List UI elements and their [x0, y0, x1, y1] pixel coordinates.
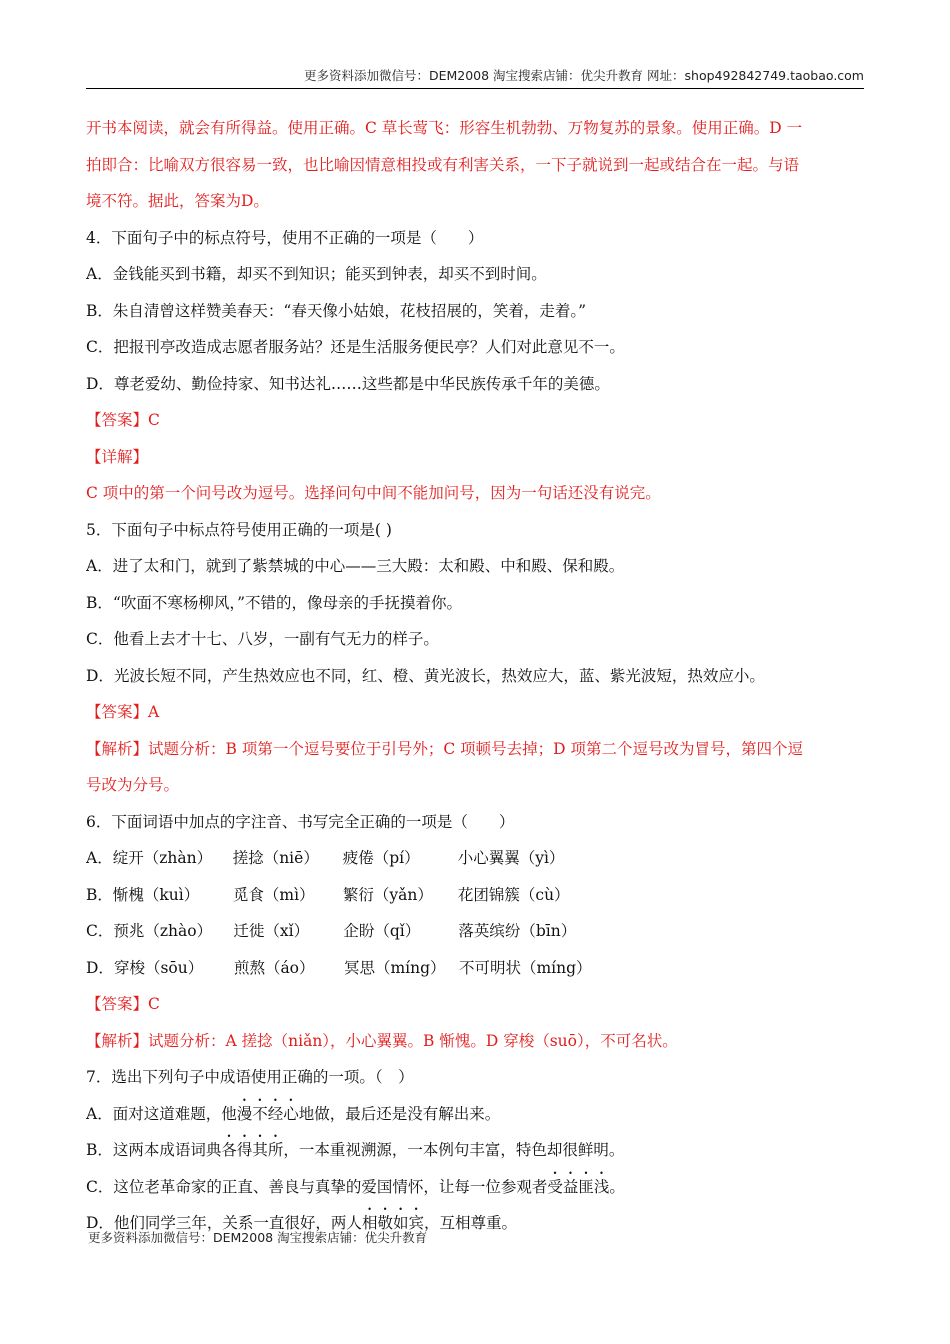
- q6-option-b: [86, 877, 862, 914]
- q6-b-word-2: 觅食（mì）: [232, 885, 315, 904]
- q6-b-label: B．: [86, 885, 113, 904]
- q6-option-d: [86, 950, 862, 987]
- q4-option-a: A．金钱能买到书籍，却买不到知识；能买到钟表，却买不到时间。: [86, 265, 547, 283]
- q6-option-a: [86, 840, 862, 877]
- q5-analysis-text-1: 试题分析：B 项第一个逗号要位于引号外；C 项顿号去掉；D 项第二个逗号改为冒号，第四个逗: [148, 739, 803, 758]
- q7-b-idiom: 各得其所: [221, 1141, 284, 1159]
- q5-stem: 5．下面句子中标点符号使用正确的一项是( ): [86, 520, 392, 539]
- q4-option-d: D．尊老爱幼、勤俭持家、知书达礼……这些都是中华民族传承千年的美德。: [86, 374, 610, 393]
- q4-answer-tag: 【答案】: [86, 411, 149, 429]
- q6-analysis: [86, 1023, 862, 1060]
- q6-a-label: A．: [86, 849, 113, 867]
- q7-d-post: ，互相尊重。: [423, 1214, 517, 1232]
- q4-detail-tag: 【详解】: [86, 447, 149, 466]
- q6-c-word-4: 落英缤纷（bīn）: [458, 922, 577, 940]
- header-text: 更多资料添加微信号：DEM2008 淘宝搜索店铺：优尖升教育 网址：shop492842749.taobao.com: [303, 68, 864, 83]
- q5-option-b: B．“吹面不寒杨柳风，”不错的，像母亲的手抚摸着你。: [86, 593, 462, 612]
- q6-answer-tag: 【答案】: [86, 995, 149, 1013]
- q7-b-pre: B．这两本成语词典: [86, 1141, 222, 1159]
- q6-d-word-2: 煎熬（áo）: [233, 958, 315, 977]
- intro-line-2: 拍即合：比喻双方很容易一致，也比喻因情意相投或有利害关系，一下子就说到一起或结合在一起。与语: [86, 155, 800, 174]
- q5-answer: [86, 694, 862, 731]
- q4-option-b: B．朱自清曾这样赞美春天：“春天像小姑娘，花枝招展的，笑着，走着。”: [86, 301, 586, 320]
- intro-line-3-text: 境不符。据此，答案为D。: [86, 192, 269, 210]
- q4-detail-tag-line: [86, 439, 862, 476]
- q6-a-word-2: 搓捻（niē）: [232, 849, 319, 867]
- document-body: [86, 110, 862, 1242]
- q6-answer-value: C: [148, 995, 160, 1013]
- q6-analysis-tag: 【解析】: [86, 1031, 149, 1050]
- intro-line-1: 开书本阅读，就会有所得益。使用正确。C 草长莺飞：形容生机勃勃、万物复苏的景象。使用正确。D 一: [86, 119, 803, 137]
- q7-a-post: 地做，最后还是没有解出来。: [298, 1104, 501, 1123]
- q6-d-word-3: 冥思（míng）: [343, 958, 446, 977]
- q7-option-b: [86, 1132, 862, 1169]
- q4-answer-value: C: [148, 411, 160, 429]
- q7-a-pre: A．面对这道难题，他: [86, 1104, 237, 1123]
- q7-d-idiom: 相敬如宾: [361, 1214, 424, 1232]
- q6-a-word-3: 疲倦（pí）: [342, 849, 420, 867]
- q7-stem: 7．选出下列句子中成语使用正确的一项。（ ）: [86, 1068, 414, 1086]
- q7-d-pre: D．他们同学三年，关系一直很好，两人: [86, 1214, 362, 1232]
- q6-d-word-4: 不可明状（míng）: [458, 958, 592, 977]
- q4-detail: C 项中的第一个问号改为逗号。选择问句中间不能加问号，因为一句话还没有说完。: [86, 484, 661, 502]
- intro-line-3: [86, 183, 862, 220]
- q6-d-label: D．: [86, 958, 114, 977]
- q7-c-post: 。: [609, 1177, 625, 1196]
- q5-answer-tag: 【答案】: [86, 703, 149, 721]
- q6-b-word-4: 花团锦簇（cù）: [457, 885, 570, 904]
- q6-b-word-3: 繁衍（yǎn）: [342, 885, 433, 904]
- q6-c-word-2: 迁徙（xǐ）: [233, 922, 310, 940]
- q4-option-c: C．把报刊亭改造成志愿者服务站？还是生活服务便民亭？人们对此意见不一。: [86, 338, 625, 356]
- q7-b-post: ，一本重视溯源，一本例句丰富，特色却很鲜明。: [283, 1141, 625, 1159]
- q5-option-a: A．进了太和门，就到了紫禁城的中心——三大殿：太和殿、中和殿、保和殿。: [86, 557, 625, 575]
- q7-c-pre: C．这位老革命家的正直、善良与真挚的爱国情怀，让每一位参观者: [86, 1177, 548, 1196]
- q6-c-label: C．: [86, 922, 114, 940]
- q6-d-word-1: 穿梭（sōu）: [113, 958, 204, 977]
- q6-c-word-1: 预兆（zhào）: [113, 922, 213, 940]
- q6-option-c: [86, 913, 862, 950]
- q5-answer-value: A: [148, 703, 160, 721]
- q7-option-c: [86, 1169, 862, 1206]
- q7-option-a: [86, 1096, 862, 1133]
- q4-answer: [86, 402, 862, 439]
- q6-b-word-1: 惭槐（kuì）: [112, 885, 200, 904]
- footer-text: 更多资料添加微信号：DEM2008 淘宝搜索店铺：优尖升教育: [88, 1230, 428, 1245]
- q6-a-word-1: 绽开（zhàn）: [112, 849, 213, 867]
- q7-c-idiom: 受益匪浅: [547, 1177, 610, 1196]
- q7-a-idiom: 漫不经心: [236, 1104, 299, 1123]
- page-header: [86, 66, 864, 89]
- q6-answer: [86, 986, 862, 1023]
- q6-a-word-4: 小心翼翼（yì）: [457, 849, 565, 867]
- q6-analysis-text: 试题分析：A 搓捻（niǎn），小心翼翼。B 惭愧。D 穿梭（suō），不可名状。: [148, 1031, 678, 1050]
- q5-analysis-line-2: 号改为分号。: [86, 776, 180, 794]
- q5-option-d: D．光波长短不同，产生热效应也不同，红、橙、黄光波长，热效应大，蓝、紫光波短，热效应小。: [86, 666, 765, 685]
- q4-stem: 4．下面句子中的标点符号，使用不正确的一项是（ ）: [86, 228, 484, 247]
- q5-analysis-tag: 【解析】: [86, 739, 149, 758]
- q6-c-word-3: 企盼（qǐ）: [343, 922, 421, 940]
- q5-option-c: C．他看上去才十七、八岁，一副有气无力的样子。: [86, 630, 439, 648]
- q6-stem: 6．下面词语中加点的字注音、书写完全正确的一项是（ ）: [86, 812, 515, 831]
- page-footer: [88, 1228, 427, 1246]
- q5-analysis-line-1: [86, 731, 862, 768]
